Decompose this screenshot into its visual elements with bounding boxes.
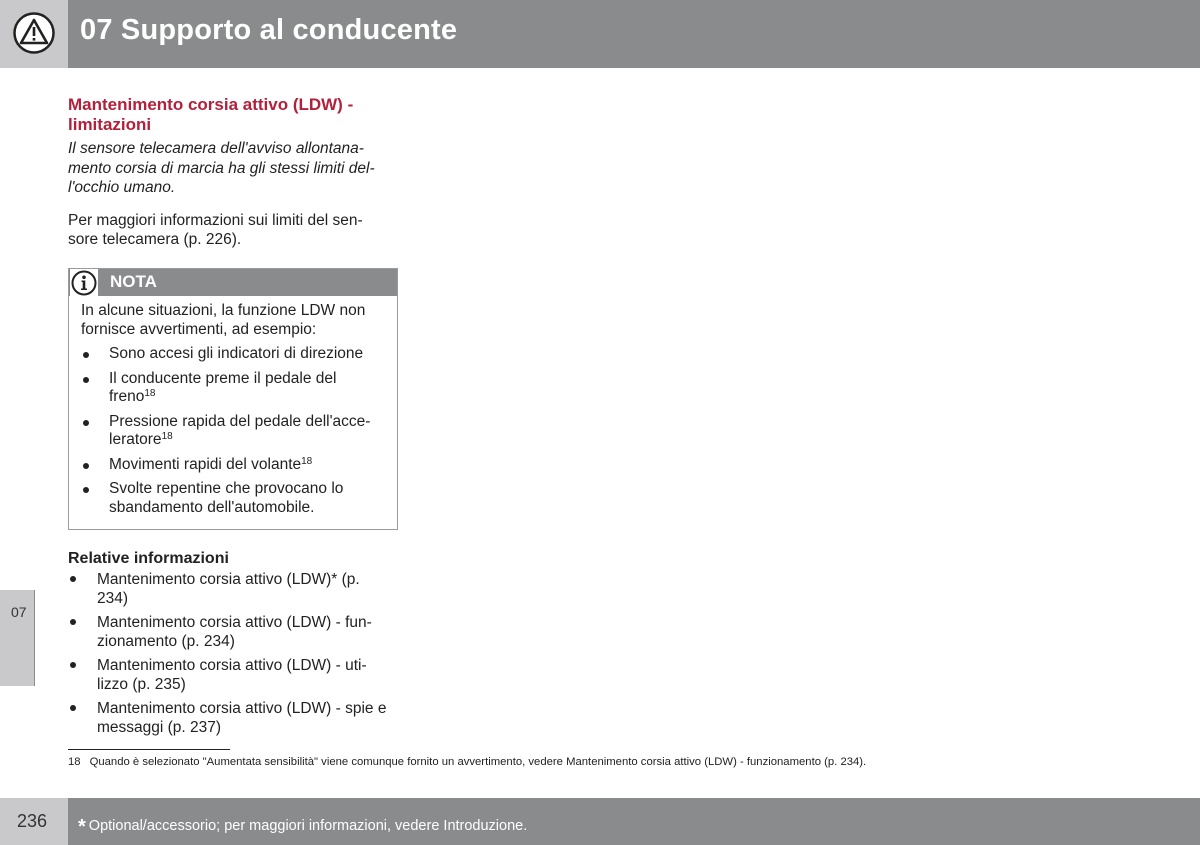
chapter-side-tab[interactable] (0, 590, 35, 686)
list-item-text: sbandamento dell'automobile. (109, 498, 315, 516)
related-link[interactable] (68, 613, 403, 651)
footnote-ref[interactable]: 18 (144, 388, 156, 399)
bullet-icon (83, 377, 89, 383)
related-link-text[interactable]: 234) (97, 590, 129, 607)
footnote-number: 18 (68, 756, 81, 768)
note-list (81, 345, 391, 517)
list-item-text: Movimenti rapidi del volante (109, 455, 302, 473)
related-link[interactable] (68, 699, 403, 737)
list-item-text: Svolte repentine che provocano lo (109, 480, 344, 497)
related-link-text[interactable]: zionamento (p. 234) (97, 633, 235, 650)
footnote-ref[interactable]: 18 (301, 455, 313, 467)
related-link[interactable] (68, 570, 403, 608)
side-tab-label: 07 (11, 604, 27, 620)
bullet-icon (70, 619, 76, 625)
header-icon-area (0, 0, 68, 68)
info-icon (70, 269, 98, 297)
note-box (68, 268, 398, 530)
page-number: 236 (17, 811, 48, 831)
section-intro (68, 139, 403, 198)
note-intro-line: fornisce avvertimenti, ad esempio: (81, 320, 317, 338)
footer-note-text: Optional/accessorio; per maggiori informazioni, vedere Introduzione. (88, 818, 528, 834)
asterisk-icon: * (78, 816, 86, 838)
list-item-text: Sono accesi gli indicatori di direzione (109, 345, 364, 362)
related-list (68, 570, 403, 737)
related-title: Relative informazioni (68, 550, 229, 567)
intro-line: Il sensore telecamera dell'avviso allontana- (68, 140, 364, 157)
list-item-text: leratore (109, 431, 162, 448)
note-body (81, 302, 391, 523)
intro-line: mento corsia di marcia ha gli stessi limiti del- (68, 159, 375, 177)
section-title-line: Mantenimento corsia attivo (LDW) - (68, 95, 354, 114)
related-link-text[interactable]: Mantenimento corsia attivo (LDW) - spie e (97, 700, 387, 717)
warning-triangle-icon (13, 12, 55, 54)
footer-page-area (0, 798, 68, 845)
note-label: NOTA (110, 272, 157, 291)
bullet-icon (83, 487, 89, 493)
intro-line: l'occhio umano. (68, 179, 176, 196)
note-header (69, 269, 397, 296)
bullet-icon (83, 352, 89, 358)
bullet-icon (83, 420, 89, 426)
related-link[interactable] (68, 656, 403, 694)
bullet-icon (70, 705, 76, 711)
related-link-text[interactable]: Mantenimento corsia attivo (LDW) - fun- (97, 614, 372, 631)
list-item-text: Pressione rapida del pedale dell'acce- (109, 412, 371, 430)
footnote-ref[interactable]: 18 (161, 431, 173, 442)
related-link-text[interactable]: messaggi (p. 237) (97, 719, 222, 736)
list-item (81, 413, 391, 450)
bullet-icon (70, 576, 76, 582)
footnote-text: Quando è selezionato "Aumentata sensibilità" viene comunque fornito un avvertimento, vedere Mantenimento corsia attivo (LDW) - funzionamento (p. 234). (89, 756, 867, 768)
section-title-line: limitazioni (68, 115, 152, 134)
footnote-divider (68, 749, 230, 750)
footer-band (68, 798, 1200, 845)
paragraph-line: Per maggiori informazioni sui limiti del sen- (68, 211, 363, 229)
related-info (68, 549, 403, 742)
related-link-text[interactable]: Mantenimento corsia attivo (LDW)* (p. (97, 571, 360, 588)
footnote (68, 756, 866, 768)
section-content (68, 95, 403, 266)
bullet-icon (70, 662, 76, 668)
list-item-text: Il conducente preme il pedale del (109, 369, 337, 387)
list-item (81, 370, 391, 407)
note-intro-line: In alcune situazioni, la funzione LDW non (81, 302, 366, 319)
note-intro (81, 302, 391, 339)
section-title (68, 95, 403, 135)
bullet-icon (83, 463, 89, 469)
list-item-text: freno (109, 388, 145, 405)
paragraph-line: sore telecamera (p. 226). (68, 231, 242, 248)
list-item (81, 456, 391, 475)
list-item (81, 345, 391, 364)
list-item (81, 480, 391, 517)
footer-note (78, 813, 527, 836)
related-link-text[interactable]: lizzo (p. 235) (97, 676, 186, 693)
section-paragraph (68, 211, 403, 250)
related-link-text[interactable]: Mantenimento corsia attivo (LDW) - uti- (97, 657, 367, 674)
chapter-title: 07 Supporto al conducente (80, 14, 458, 46)
